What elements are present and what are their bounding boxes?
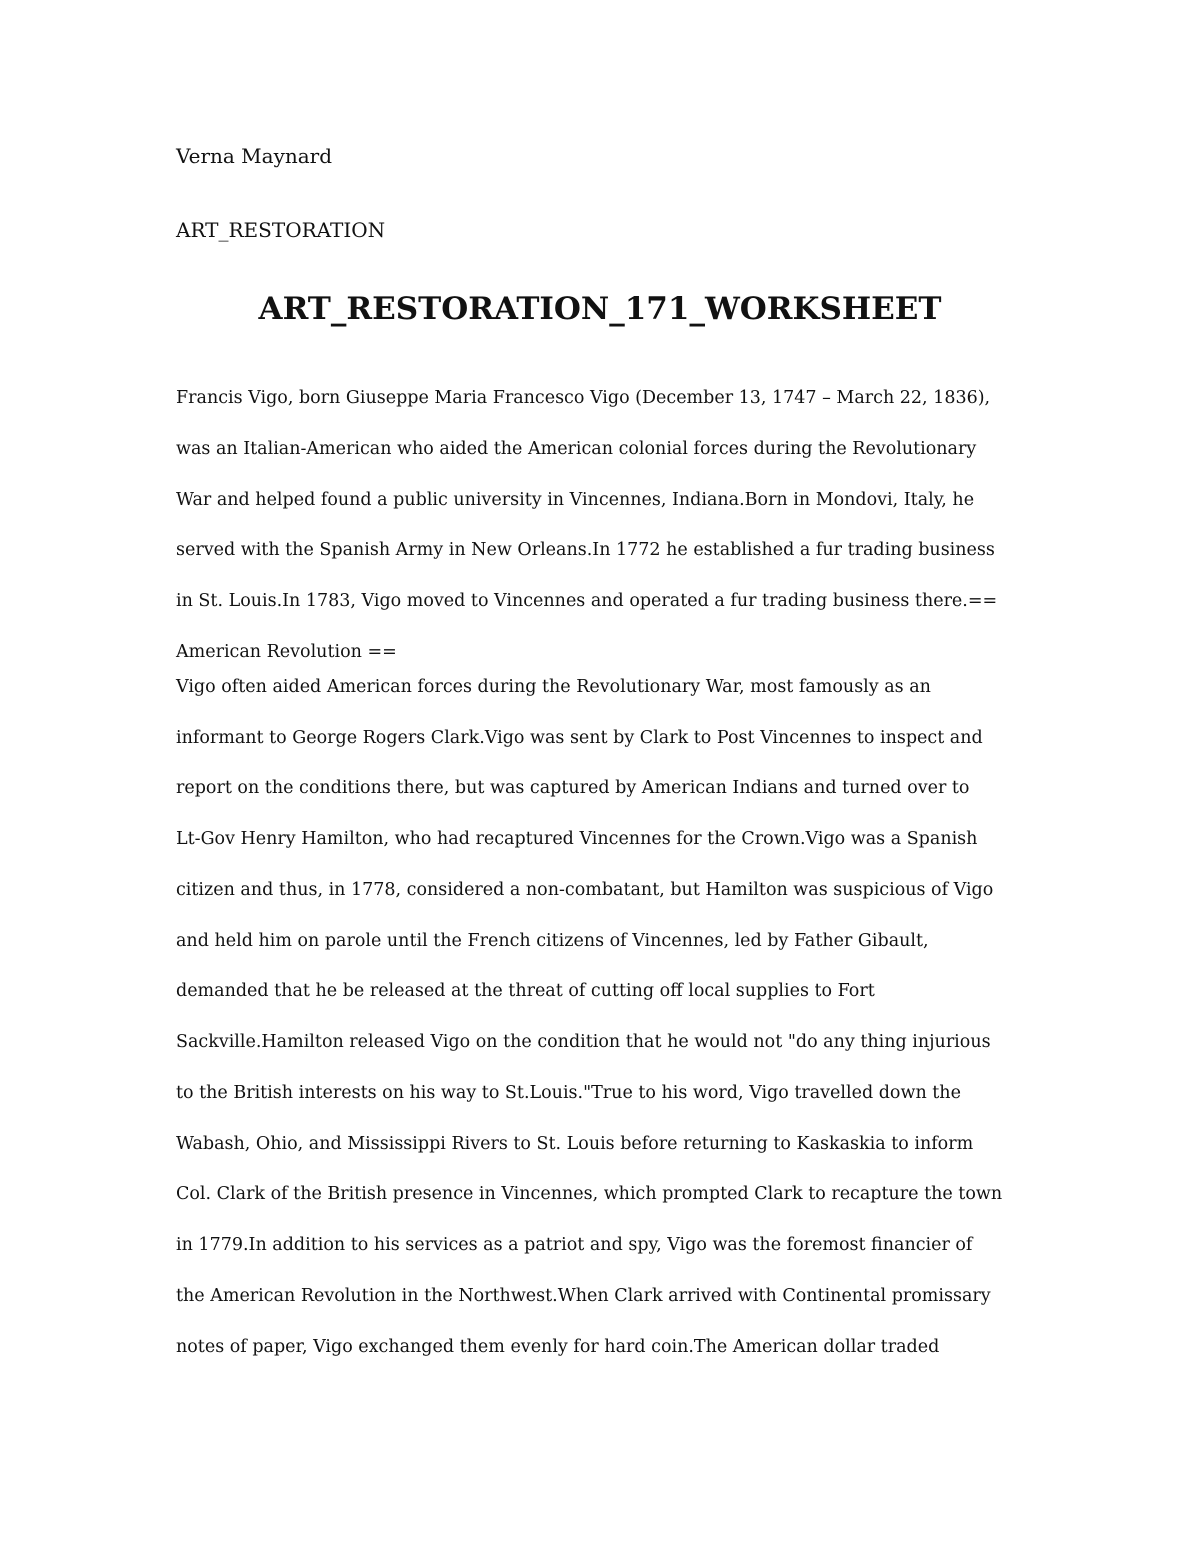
body-line: Francis Vigo, born Giuseppe Maria Francesco Vigo (December 13, 1747 – March 22, 1836),	[176, 388, 991, 408]
body-line: and held him on parole until the French citizens of Vincennes, led by Father Gibault,	[176, 930, 929, 951]
body-line: notes of paper, Vigo exchanged them evenly for hard coin.The American dollar traded	[176, 1336, 940, 1357]
body-text	[176, 384, 1036, 1383]
body-line: was an Italian-American who aided the American colonial forces during the Revolutionary	[176, 438, 977, 459]
course-name: ART_RESTORATION	[176, 218, 386, 242]
author-name: Verna Maynard	[176, 144, 333, 168]
body-line: Vigo often aided American forces during the Revolutionary War, most famously as an	[176, 676, 931, 697]
body-line: Lt-Gov Henry Hamilton, who had recaptured Vincennes for the Crown.Vigo was a Spanish	[176, 829, 978, 849]
body-line: in St. Louis.In 1783, Vigo moved to Vincennes and operated a fur trading business there.==	[176, 591, 998, 611]
section-heading: American Revolution ==	[176, 641, 397, 662]
body-line: served with the Spanish Army in New Orleans.In 1772 he established a fur trading business	[176, 540, 995, 561]
body-line: Sackville.Hamilton released Vigo on the condition that he would not "do any thing injurious	[176, 1032, 991, 1052]
body-line: demanded that he be released at the threat of cutting off local supplies to Fort	[176, 981, 875, 1002]
body-line: citizen and thus, in 1778, considered a non-combatant, but Hamilton was suspicious of Vigo	[176, 879, 994, 900]
body-line: Wabash, Ohio, and Mississippi Rivers to St. Louis before returning to Kaskaskia to inform	[176, 1133, 974, 1154]
body-line: War and helped found a public university in Vincennes, Indiana.Born in Mondovi, Italy, he	[176, 489, 975, 510]
body-line: informant to George Rogers Clark.Vigo was sent by Clark to Post Vincennes to inspect and	[176, 727, 983, 748]
body-line: the American Revolution in the Northwest.When Clark arrived with Continental promissary	[176, 1285, 991, 1306]
document-title: ART_RESTORATION_171_WORKSHEET	[258, 291, 942, 327]
body-line: Col. Clark of the British presence in Vincennes, which prompted Clark to recapture the town	[176, 1184, 1003, 1205]
body-line: to the British interests on his way to St.Louis."True to his word, Vigo travelled down the	[176, 1082, 961, 1103]
body-line: report on the conditions there, but was captured by American Indians and turned over to	[176, 778, 970, 799]
body-line: in 1779.In addition to his services as a patriot and spy, Vigo was the foremost financier of	[176, 1235, 973, 1255]
